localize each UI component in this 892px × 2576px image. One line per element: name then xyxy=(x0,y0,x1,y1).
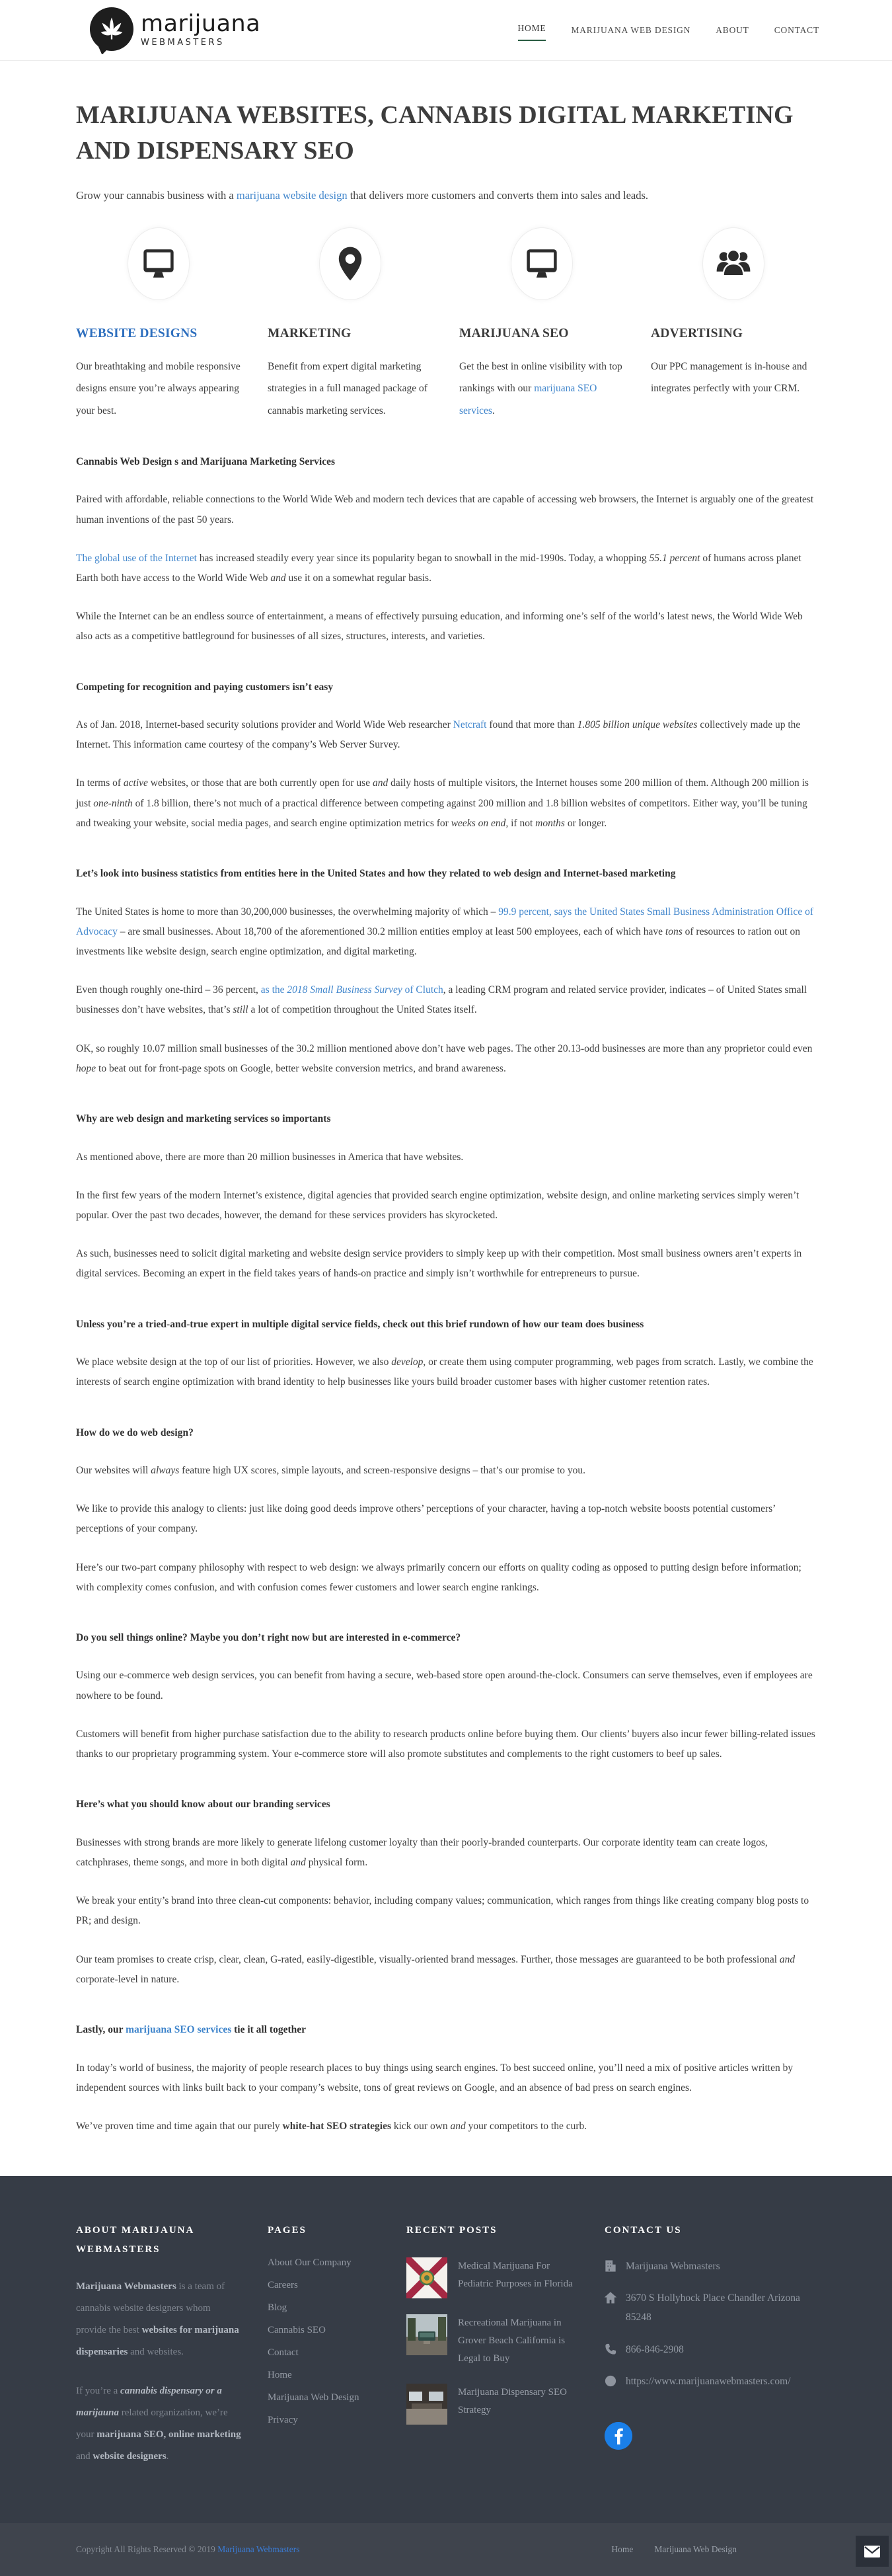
text-run: a lot of competition throughout the United States itself. xyxy=(248,1004,477,1016)
text-run: physical form. xyxy=(305,1857,368,1868)
feature-title: ADVERTISING xyxy=(651,326,743,340)
contact-phone: 866-846-2908 xyxy=(626,2343,684,2355)
text-run: 55.1 percent xyxy=(649,552,700,564)
text-run: marijuana SEO, online marketing xyxy=(96,2429,241,2440)
text-run: Competing for recognition and paying customers isn’t easy xyxy=(76,681,334,693)
paragraph xyxy=(76,715,816,755)
text-run: develop xyxy=(391,1356,424,1368)
text-run: Copyright All Rights Reserved © 2019 xyxy=(76,2544,218,2555)
footer-about-text-1 xyxy=(76,2276,241,2363)
inline-link[interactable]: of Clutch xyxy=(402,984,443,996)
dispensary-interior-thumbnail[interactable] xyxy=(406,2384,447,2425)
text-run: has increased steadily every year since its popularity began to snowball in the mid-1990s. Today, a whopping xyxy=(196,552,650,564)
copyright-text xyxy=(76,2544,300,2555)
text-run: websites, or those that are both currently open for use xyxy=(147,777,373,789)
text-run: Unless you’re a tried-and-true expert in multiple digital service fields, check out this brief rundown of how our team does business xyxy=(76,1318,644,1330)
text-run: kick our own xyxy=(390,2120,451,2132)
text-run: , or create them using computer programming, web pages from scratch. Lastly, we combine the interests of search engine optimization with brand identity to help businesses like yours build broader customer bases with higher customer retention rates. xyxy=(76,1356,813,1388)
feature-text xyxy=(268,356,433,422)
feature-title: MARKETING xyxy=(268,326,352,340)
text-run: still xyxy=(233,1004,248,1016)
text-run: In today’s world of business, the majority of people research places to buy things using search engines. To best succeed online, you’ll need a mix of positive articles written by independent sources with links built back to your company’s website, tons of great reviews on Google, and an absence of bad press on search engines. xyxy=(76,2062,794,2093)
text-run: We place website design at the top of our list of priorities. However, we also xyxy=(76,1356,392,1368)
nav-marijuana-web-design[interactable]: MARIJUANA WEB DESIGN xyxy=(571,24,691,35)
feature-text xyxy=(651,356,816,400)
paragraph xyxy=(76,1499,816,1539)
paragraph xyxy=(76,1461,816,1481)
paragraph xyxy=(76,1833,816,1873)
text-run: In the first few years of the modern Internet’s existence, digital agencies that provided search engine optimization, website design, and online marketing services simply weren’t popular. Over the past two decades, however, the demand for these services providers has skyrocketed. xyxy=(76,1189,799,1221)
inline-link[interactable]: marijuana website design xyxy=(236,188,348,202)
section-heading xyxy=(76,1315,816,1334)
text-run: to beat out for front-page spots on Google, better website conversion metrics, and brand awareness. xyxy=(96,1062,506,1074)
features-section xyxy=(76,227,816,422)
cannabis-leaf-bubble-icon xyxy=(89,6,134,55)
contact-website-row xyxy=(605,2372,816,2392)
feature-marijuana-seo xyxy=(459,227,624,422)
recent-post xyxy=(406,2314,578,2368)
text-run: active xyxy=(123,777,148,789)
inline-link[interactable]: The global use of the Internet xyxy=(76,552,197,564)
feature-text xyxy=(459,356,624,422)
footer-contact-column xyxy=(605,2221,816,2485)
text-run: and xyxy=(450,2120,466,2132)
text-run: How do we do web design? xyxy=(76,1426,194,1438)
section-heading xyxy=(76,864,816,883)
text-run: Do you sell things online? Maybe you don’t right now but are interested in e-commerce? xyxy=(76,1632,461,1644)
text-run: always xyxy=(151,1464,180,1476)
footer-pages-heading: PAGES xyxy=(268,2225,307,2236)
paragraph xyxy=(76,2058,816,2098)
main-content xyxy=(76,98,816,2176)
paragraph xyxy=(76,1186,816,1226)
text-run: and xyxy=(290,1857,306,1868)
footer-link-privacy[interactable]: Privacy xyxy=(268,2414,298,2425)
text-run: We like to provide this analogy to clients: just like doing good deeds improve others’ perceptions of your character, having a top-notch website boosts potential customers’ perceptions of your company. xyxy=(76,1503,776,1535)
text-run: If you’re a xyxy=(76,2386,121,2397)
text-run: of resources to ration out on investments like website design, search engine optimization, and digital marketing. xyxy=(76,925,800,957)
text-run: websites for marijuana dispensaries xyxy=(76,2325,239,2358)
text-run: Get the best in online visibility with top rankings with our xyxy=(459,360,622,395)
paragraph xyxy=(76,980,816,1020)
footer-about-heading: ABOUT MARIJAUNA WEBMASTERS xyxy=(76,2225,194,2255)
footer-link-careers[interactable]: Careers xyxy=(268,2279,298,2290)
inline-link[interactable]: Netcraft xyxy=(453,719,487,731)
text-run: one-ninth xyxy=(93,797,133,809)
text-run: . xyxy=(492,405,495,416)
text-run: website designers xyxy=(93,2451,167,2462)
paragraph xyxy=(76,902,816,962)
text-run: and websites. xyxy=(128,2347,184,2358)
main-nav xyxy=(518,19,820,41)
inline-link[interactable]: as the xyxy=(260,984,287,996)
section-heading xyxy=(76,1109,816,1128)
text-run: corporate-level in nature. xyxy=(76,1973,180,1985)
text-run: Here’s our two-part company philosophy with respect to web design: we always primarily concern our efforts on quality coding as opposed to putting design before information; with complexity comes confusion, and with confusion comes fewer customers and lower search engine rankings. xyxy=(76,1561,801,1593)
users-icon xyxy=(702,227,764,300)
text-run: months xyxy=(535,817,565,829)
text-run: white-hat SEO strategies xyxy=(282,2120,391,2132)
text-run: Even though roughly one-third – 36 percent, xyxy=(76,984,261,996)
footer-about-column xyxy=(76,2221,241,2485)
logo[interactable] xyxy=(89,6,260,55)
paragraph xyxy=(76,1725,816,1764)
feature-text xyxy=(76,356,241,422)
text-run: and xyxy=(779,1953,796,1965)
text-run: Let’s look into business statistics from entities here in the United States and how they related to web design and Internet-based marketing xyxy=(76,868,676,880)
footer-about-text-2 xyxy=(76,2380,241,2468)
contact-phone-row xyxy=(605,2341,816,2360)
text-run: Grow your cannabis business with a xyxy=(76,188,237,202)
text-run: tie it all together xyxy=(231,2024,306,2036)
paragraph xyxy=(76,773,816,834)
text-run: Cannabis Web Design s and Marijuana Marketing Services xyxy=(76,455,335,467)
facebook-icon[interactable] xyxy=(605,2422,632,2450)
feature-title: WEBSITE DESIGNS xyxy=(76,326,198,340)
contact-address: 3670 S Hollyhock Place Chandler Arizona 85248 xyxy=(626,2292,800,2323)
nav-about[interactable]: ABOUT xyxy=(716,24,749,35)
text-run: related organization, we’re your xyxy=(76,2407,228,2440)
site-header xyxy=(0,0,892,61)
text-run: Customers will benefit from higher purchase satisfaction due to the ability to research products online before buying them. Our clients’ buyers also incur fewer billing-related issues thanks to our proprietary programming system. Your e-commerce store will also promote substitutes and complements to the right customers to beef up sales. xyxy=(76,1728,815,1760)
recent-post xyxy=(406,2384,578,2425)
text-run: hope xyxy=(76,1062,96,1074)
paragraph xyxy=(76,1148,816,1167)
monitor-icon xyxy=(511,227,573,300)
bottom-link-marijuana-web-design[interactable]: Marijuana Web Design xyxy=(654,2544,737,2555)
paragraph xyxy=(76,1352,816,1392)
paragraph xyxy=(76,490,816,529)
paragraph xyxy=(76,1950,816,1990)
text-run: Using our e-commerce web design services, you can benefit from having a secure, web-based store open around-the-clock. Consumers can serve themselves, even if employees are nowhere to be found. xyxy=(76,1670,813,1701)
contact-website: https://www.marijuanawebmasters.com/ xyxy=(626,2376,791,2388)
text-run: weeks on end, xyxy=(451,817,509,829)
feature-website-designs xyxy=(76,227,241,422)
article-body xyxy=(76,452,816,2176)
paragraph xyxy=(76,549,816,588)
paragraph xyxy=(76,1666,816,1705)
text-run: As such, businesses need to solicit digital marketing and website design service providers to simply keep up with their competition. Most small business owners aren’t experts in digital services. Becoming an expert in the field takes years of hands-on practice and simply isn’t worthwhile for entrepreneurs to pursue. xyxy=(76,1248,802,1280)
text-run: that delivers more customers and converts them into sales and leads. xyxy=(347,188,649,202)
text-run: We break your entity’s brand into three clean-cut components: behavior, including company values; communication, which ranges from things like creating company blog posts to PR; and design. xyxy=(76,1895,809,1927)
text-run: cannabis dispensary or a marijauna xyxy=(76,2386,222,2419)
text-run: Businesses with strong brands are more likely to generate lifelong customer loyalty than their poorly-branded counterparts. Our corporate identity team can create logos, catchphrases, theme songs, and more in both digital xyxy=(76,1836,768,1868)
section-heading xyxy=(76,452,816,471)
nav-contact[interactable]: CONTACT xyxy=(774,24,819,35)
text-run: and xyxy=(372,777,389,789)
footer-contact-heading: CONTACT US xyxy=(605,2225,682,2236)
footer-link-about-our-company[interactable]: About Our Company xyxy=(268,2257,352,2268)
text-run: – are small businesses. About 18,700 of the aforementioned 30.2 million entities employ at least 500 employees, each of which have xyxy=(117,925,665,937)
text-run: While the Internet can be an endless source of entertainment, a means of effectively pursuing education, and informing one’s self of the world’s latest news, the World Wide Web also acts as a competitive battleground for businesses of all sizes, structures, interests, and varieties. xyxy=(76,611,803,643)
text-run: We’ve proven time and time again that our purely xyxy=(76,2120,283,2132)
recent-post-title[interactable]: Marijuana Dispensary SEO Strategy xyxy=(458,2386,567,2415)
paragraph xyxy=(76,2117,816,2136)
text-run: Why are web design and marketing services so importants xyxy=(76,1113,331,1125)
section-heading xyxy=(76,1628,816,1647)
building-icon xyxy=(605,2260,616,2272)
text-run: collectively made up the Internet. This information came courtesy of the company’s Web Server Survey. xyxy=(76,719,801,751)
text-run: or longer. xyxy=(564,817,607,829)
text-run: Our breathtaking and mobile responsive designs ensure you’re always appearing your best. xyxy=(76,360,241,416)
text-run: OK, so roughly 10.07 million small businesses of the 30.2 million mentioned above don’t have web pages. The other 20.13-odd businesses are more than any proprietor could even xyxy=(76,1042,813,1054)
footer-pages-column xyxy=(268,2221,380,2485)
footer-link-blog[interactable]: Blog xyxy=(268,2302,287,2313)
text-run: of humans across planet Earth both have access to the World Wide Web xyxy=(76,552,801,584)
monitor-icon xyxy=(128,227,190,300)
text-run: . xyxy=(166,2451,169,2462)
text-run: As mentioned above, there are more than 20 million businesses in America that have websites. xyxy=(76,1151,464,1163)
logo-title: marijuana xyxy=(141,11,261,37)
email-envelope-icon[interactable] xyxy=(856,2536,889,2567)
paragraph xyxy=(76,1244,816,1284)
contact-company: Marijuana Webmasters xyxy=(626,2260,720,2272)
phone-icon xyxy=(605,2343,616,2355)
text-run: use it on a somewhat regular basis. xyxy=(285,572,431,584)
text-run: , a leading CRM program and related service provider, indicates – of United States small businesses don’t have websites, that’s xyxy=(76,984,807,1016)
globe-icon xyxy=(605,2375,616,2387)
text-run: Our PPC management is in-house and integrates perfectly with your CRM. xyxy=(651,360,807,395)
footer-link-home[interactable]: Home xyxy=(268,2369,292,2380)
paragraph xyxy=(76,1039,816,1079)
text-run: tons xyxy=(665,925,683,937)
paragraph xyxy=(76,1558,816,1598)
bottom-links xyxy=(611,2544,816,2555)
inline-link[interactable]: 99.9 percent, says the United States Small Business Administration Office of Advocacy xyxy=(76,906,813,937)
text-run: Our websites will xyxy=(76,1464,151,1476)
contact-address-row xyxy=(605,2289,816,2327)
text-run: In terms of xyxy=(76,777,124,789)
text-run: your competitors to the curb. xyxy=(465,2120,587,2132)
inline-link[interactable]: marijuana SEO services xyxy=(459,383,597,416)
paragraph xyxy=(76,607,816,646)
text-run: found that more than xyxy=(486,719,577,731)
section-heading xyxy=(76,1795,816,1814)
text-run: Lastly, our xyxy=(76,2024,126,2036)
contact-company-row xyxy=(605,2257,816,2277)
text-run: As of Jan. 2018, Internet-based security solutions provider and World Wide Web researcher xyxy=(76,719,453,731)
text-run: Our team promises to create crisp, clear, clean, G-rated, easily-digestible, visually-oriented brand messages. Further, those messages are guaranteed to be both professional xyxy=(76,1953,780,1965)
logo-subtitle: WEBMASTERS xyxy=(141,38,225,48)
recent-post-title[interactable]: Medical Marijuana For Pediatric Purposes in Florida xyxy=(458,2260,573,2289)
florida-flag-thumbnail[interactable] xyxy=(406,2257,447,2298)
text-run: is a team of cannabis website designers whom provide the best xyxy=(76,2281,225,2336)
bottom-link-home[interactable]: Home xyxy=(611,2544,634,2555)
section-heading xyxy=(76,2020,816,2039)
feature-marketing xyxy=(268,227,433,422)
recent-post xyxy=(406,2257,578,2298)
text-run: feature high UX scores, simple layouts, and screen-responsive designs – that’s our promise to you. xyxy=(179,1464,585,1476)
text-run: Benefit from expert digital marketing strategies in a full managed package of cannabis marketing services. xyxy=(268,360,427,416)
text-run: and xyxy=(76,2451,93,2462)
footer-link-marijuana-web-design[interactable]: Marijuana Web Design xyxy=(268,2392,359,2403)
footer-link-contact[interactable]: Contact xyxy=(268,2347,299,2358)
text-run: The United States is home to more than 30,200,000 businesses, the overwhelming majority of which – xyxy=(76,906,499,917)
inline-link[interactable]: marijuana SEO services xyxy=(126,2024,232,2036)
grover-beach-street-thumbnail[interactable] xyxy=(406,2314,447,2355)
footer-posts-column xyxy=(406,2221,578,2485)
section-heading xyxy=(76,678,816,697)
home-icon xyxy=(605,2292,616,2304)
nav-home[interactable]: HOME xyxy=(518,19,546,41)
inline-link[interactable]: Marijuana Webmasters xyxy=(217,2544,300,2555)
text-run: Marijuana Webmasters xyxy=(76,2281,176,2292)
text-run: if not xyxy=(508,817,536,829)
bottom-bar xyxy=(0,2523,892,2576)
feature-advertising xyxy=(651,227,816,422)
text-run: daily hosts of multiple visitors, the Internet houses some 200 million of them. Although 200 million is just xyxy=(76,777,809,809)
section-heading xyxy=(76,1423,816,1442)
text-run: of 1.8 billion, there’s not much of a practical difference between competing against 200 million and 1.8 billion websites of competitors. Either way, you’ll be tuning and tweaking your website, social media pages, and search engine optimization metrics for xyxy=(76,797,807,829)
text-run: Here’s what you should know about our branding services xyxy=(76,1799,330,1811)
text-run: 1.805 billion unique websites xyxy=(577,719,698,731)
text-run: Paired with affordable, reliable connections to the World Wide Web and modern tech devices that are capable of accessing web browsers, the Internet is arguably one of the greatest human inventions of the past 50 years. xyxy=(76,494,814,526)
hero-intro xyxy=(76,189,816,202)
paragraph xyxy=(76,1891,816,1931)
inline-link[interactable]: 2018 Small Business Survey xyxy=(287,984,402,996)
footer-link-cannabis-seo[interactable]: Cannabis SEO xyxy=(268,2324,326,2335)
text-run: and xyxy=(270,572,286,584)
feature-title: MARIJUANA SEO xyxy=(459,326,569,340)
footer-posts-heading: RECENT POSTS xyxy=(406,2225,498,2236)
map-pin-icon xyxy=(319,227,381,300)
page-title: MARIJUANA WEBSITES, CANNABIS DIGITAL MARKETING AND DISPENSARY SEO xyxy=(76,101,794,165)
site-footer xyxy=(0,2176,892,2523)
recent-post-title[interactable]: Recreational Marijuana in Grover Beach California is Legal to Buy xyxy=(458,2317,566,2364)
